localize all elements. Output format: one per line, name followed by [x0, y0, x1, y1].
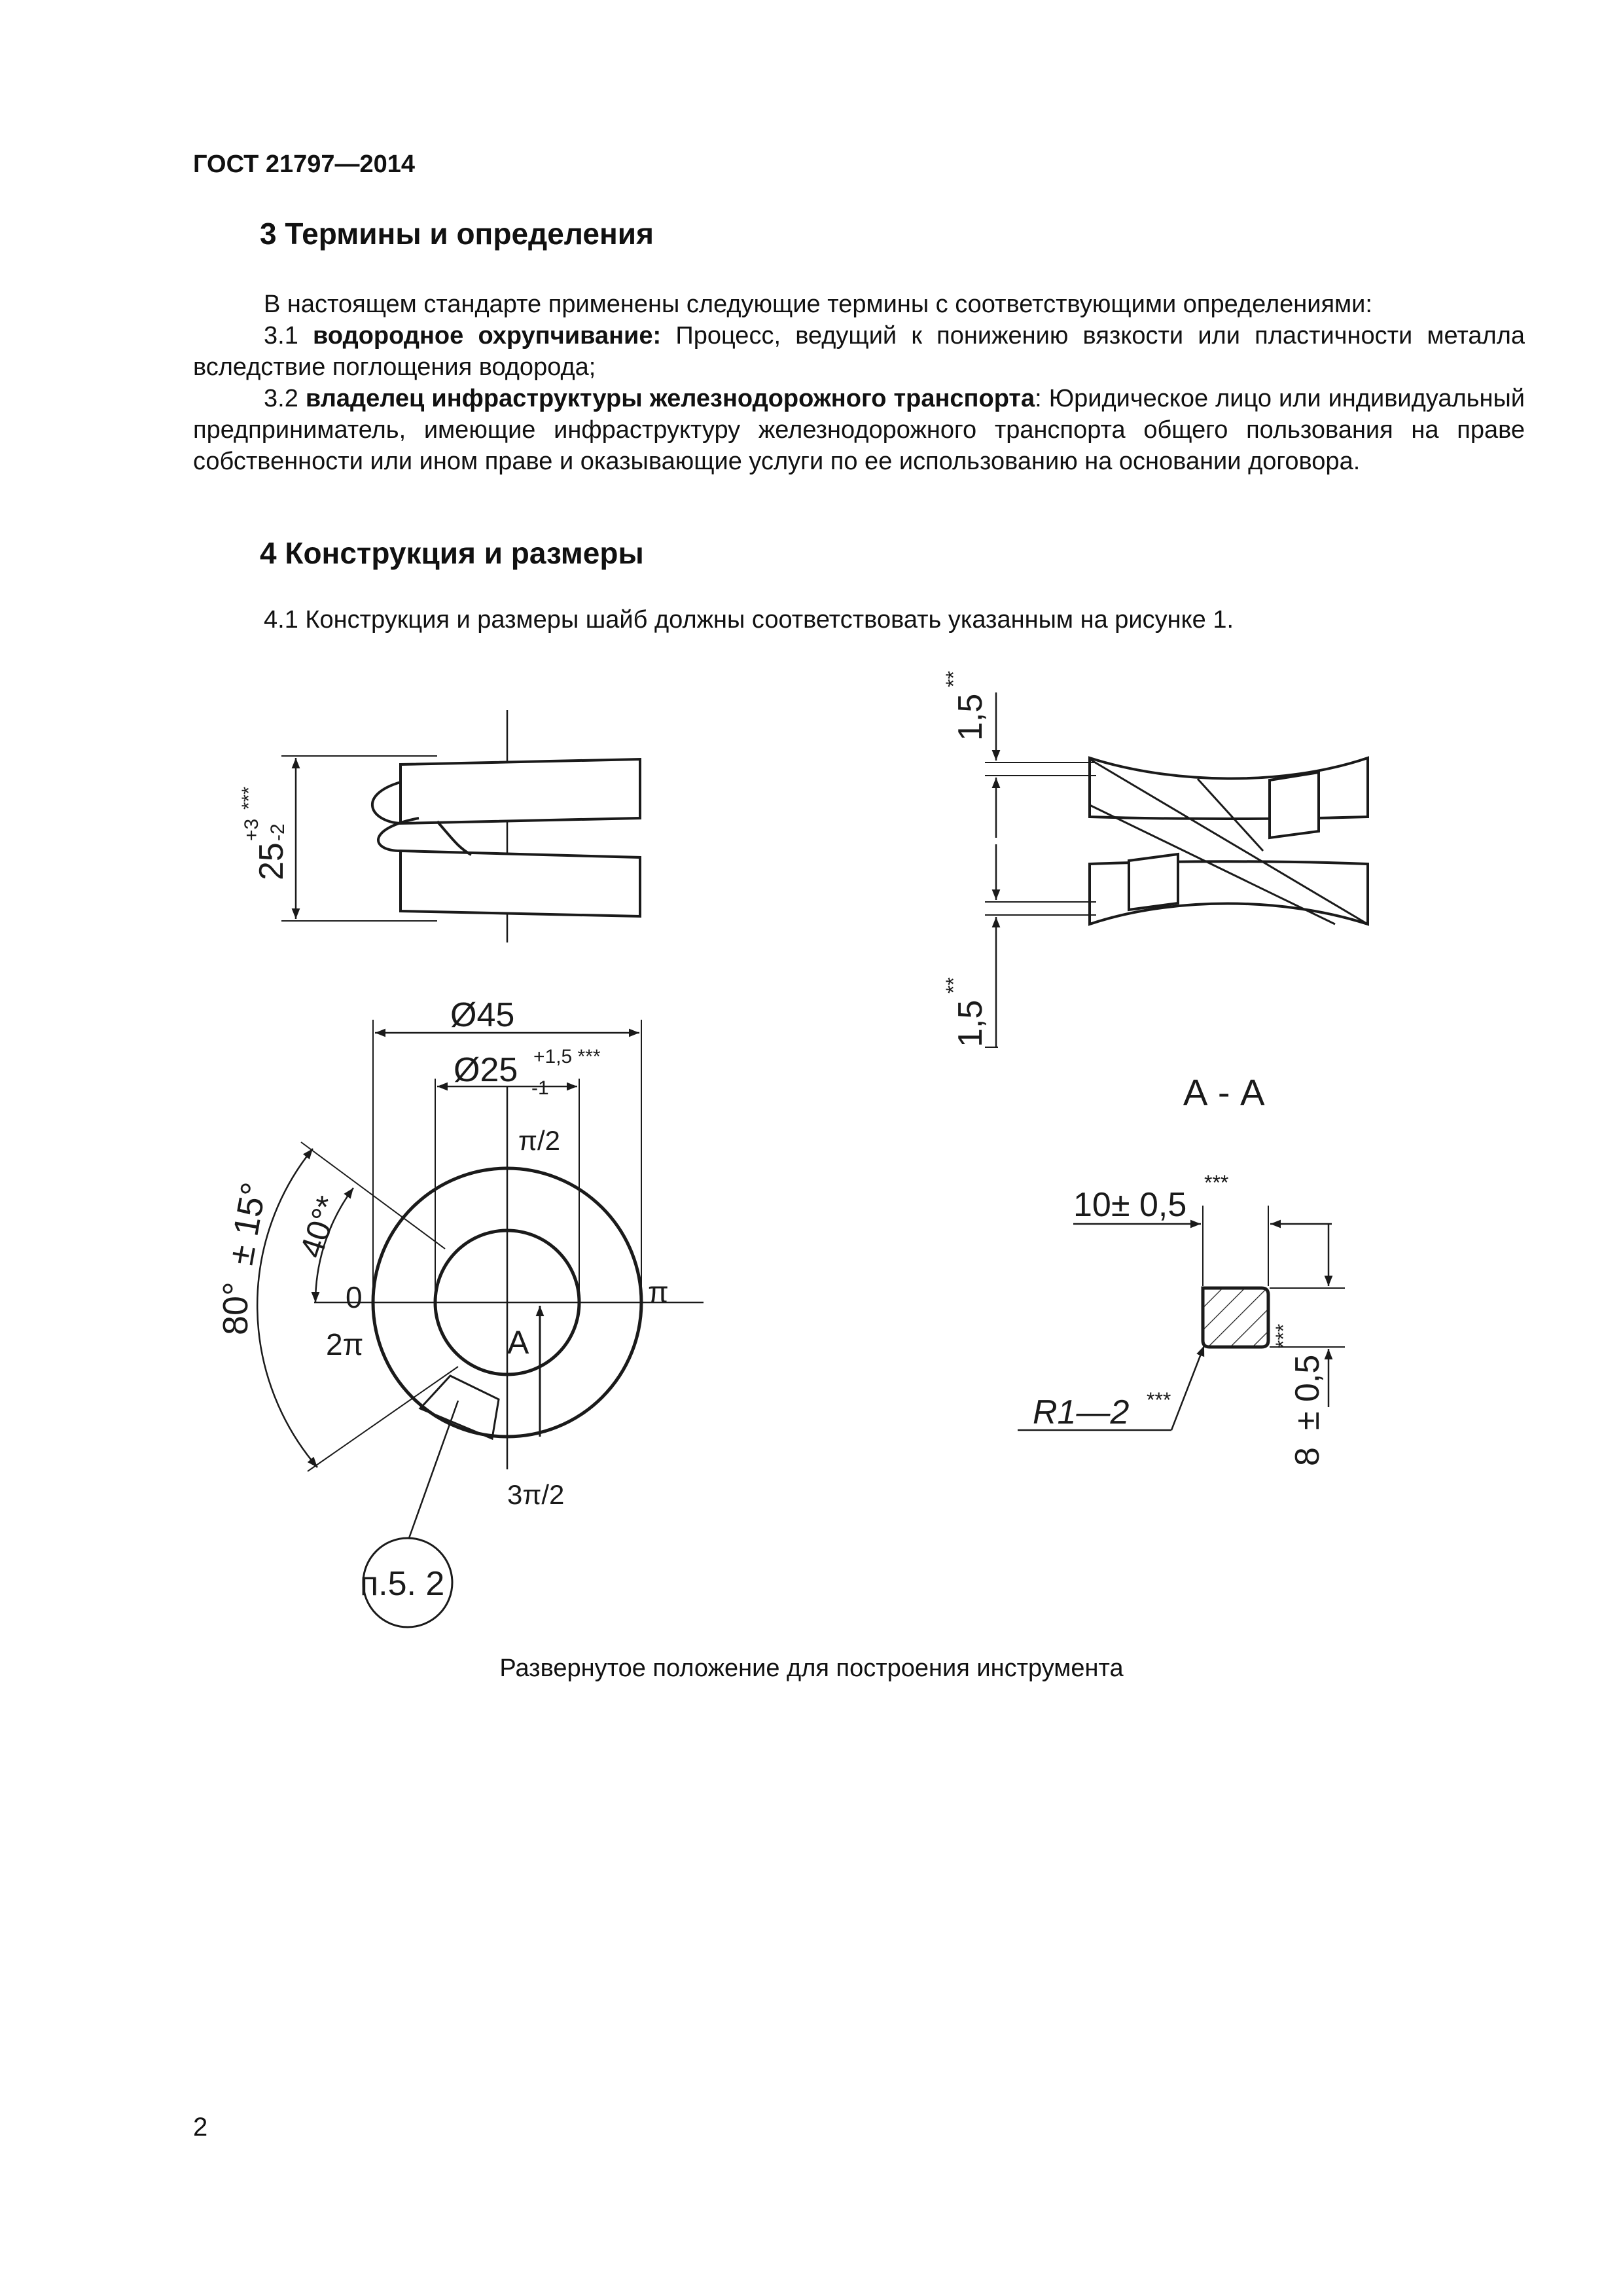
section-a-a [1018, 1206, 1345, 1430]
inner-tol-upper: +1,5 *** [533, 1046, 601, 1067]
ref-clause-label: п.5. 2 [360, 1565, 445, 1603]
thick-stars: *** [1272, 1323, 1295, 1348]
width-tolerance: ± 0,5 [1111, 1186, 1187, 1224]
gap-bottom-stars: ** [942, 977, 965, 994]
section-3-body [193, 289, 1525, 477]
dev-diagonal-3 [1198, 779, 1263, 851]
dev-block-left [1129, 854, 1178, 910]
radius-stars: *** [1147, 1388, 1171, 1412]
radius-leader [1171, 1346, 1204, 1430]
angle-40-arc [315, 1188, 353, 1302]
inner-circle [435, 1230, 579, 1374]
inner-diameter-label: Ø25 [454, 1051, 518, 1089]
angle-ref-line-upper [301, 1142, 445, 1249]
section-4-heading: 4 Конструкция и размеры [260, 536, 644, 570]
radius-label: R1—2 [1033, 1393, 1130, 1431]
outer-circle [373, 1168, 641, 1437]
term-3-2 [193, 383, 1525, 477]
label-two-pi: 2π [326, 1327, 364, 1361]
dev-bottom-band [1090, 861, 1368, 924]
thick-tolerance: ± 0,5 [1289, 1354, 1327, 1430]
label-zero: 0 [346, 1280, 363, 1314]
side-view [281, 710, 640, 942]
ref-leader [409, 1401, 458, 1538]
section-title: А - А [1183, 1071, 1265, 1113]
term-3-2-number: 3.2 [264, 385, 298, 412]
inner-tol-lower: -1 [531, 1077, 549, 1099]
gap-top-label: 1,5 [952, 693, 990, 741]
thick-value: 8 [1289, 1447, 1327, 1466]
ref-circle [363, 1538, 452, 1627]
angle-80-label: 80° [216, 1282, 255, 1335]
dev-diagonal-1 [1090, 759, 1368, 924]
term-3-2-definition: : Юридическое лицо или индивидуальный предприниматель, имеющие инфраструктуру железнодорожного транспорта общего пользования на праве собственности или ином праве и оказывающие услуги по ее использованию на основании договора. [193, 385, 1525, 475]
angle-80-arc [257, 1149, 317, 1467]
outer-diameter-label: Ø45 [450, 996, 515, 1034]
label-pi-half: π/2 [518, 1125, 561, 1156]
section-3-heading: 3 Термины и определения [260, 217, 654, 251]
label-pi: π [648, 1275, 669, 1309]
gap-top-stars: ** [942, 671, 965, 687]
side-bottom-coil [401, 851, 640, 916]
angle-80-tolerance: ± 15° [221, 1179, 274, 1268]
term-3-1-number: 3.1 [264, 322, 298, 350]
label-three-pi-half: 3π/2 [507, 1479, 565, 1510]
width-value: 10 [1073, 1186, 1111, 1224]
figure-caption: Развернутое положение для построения инструмента [499, 1655, 1124, 1682]
dev-top-band [1090, 758, 1368, 819]
page-number: 2 [193, 2113, 208, 2142]
term-3-1-term: водородное охрупчивание: [313, 322, 662, 350]
dev-diagonal-2 [1090, 805, 1335, 924]
term-3-1-definition: Процесс, ведущий к понижению вязкости или пластичности металла вследствие поглощения водорода; [193, 322, 1525, 381]
section-mark-a: А [507, 1324, 529, 1361]
dev-block-right [1270, 772, 1319, 838]
term-3-2-term: владелец инфраструктуры железнодорожного транспорта [305, 385, 1035, 412]
side-coil-shading [437, 821, 471, 855]
angle-40-label: 40°* [293, 1191, 347, 1263]
angle-ref-line-lower [308, 1367, 458, 1471]
clause-4-1: 4.1 Конструкция и размеры шайб должны соответствовать указанным на рисунке 1. [264, 606, 1234, 634]
side-coil-twist [378, 818, 419, 851]
developed-view [985, 692, 1368, 1047]
term-3-1 [193, 320, 1525, 383]
height-tol-lower: -2 [267, 823, 289, 841]
side-coil-end [372, 782, 401, 823]
developed-segment [420, 1376, 499, 1439]
gap-bottom-label: 1,5 [952, 999, 990, 1047]
document-id: ГОСТ 21797—2014 [193, 151, 416, 178]
height-stars: *** [238, 786, 260, 810]
height-tol-upper: +3 [241, 818, 262, 841]
width-stars: *** [1204, 1171, 1229, 1194]
height-dimension [238, 787, 291, 880]
height-value: 25 [253, 842, 291, 880]
cross-section-rect [1203, 1288, 1268, 1347]
plan-view [257, 1020, 704, 1627]
section-3-intro: В настоящем стандарте применены следующие термины с соответствующими определениями: [264, 291, 1372, 318]
side-top-coil [401, 759, 640, 823]
